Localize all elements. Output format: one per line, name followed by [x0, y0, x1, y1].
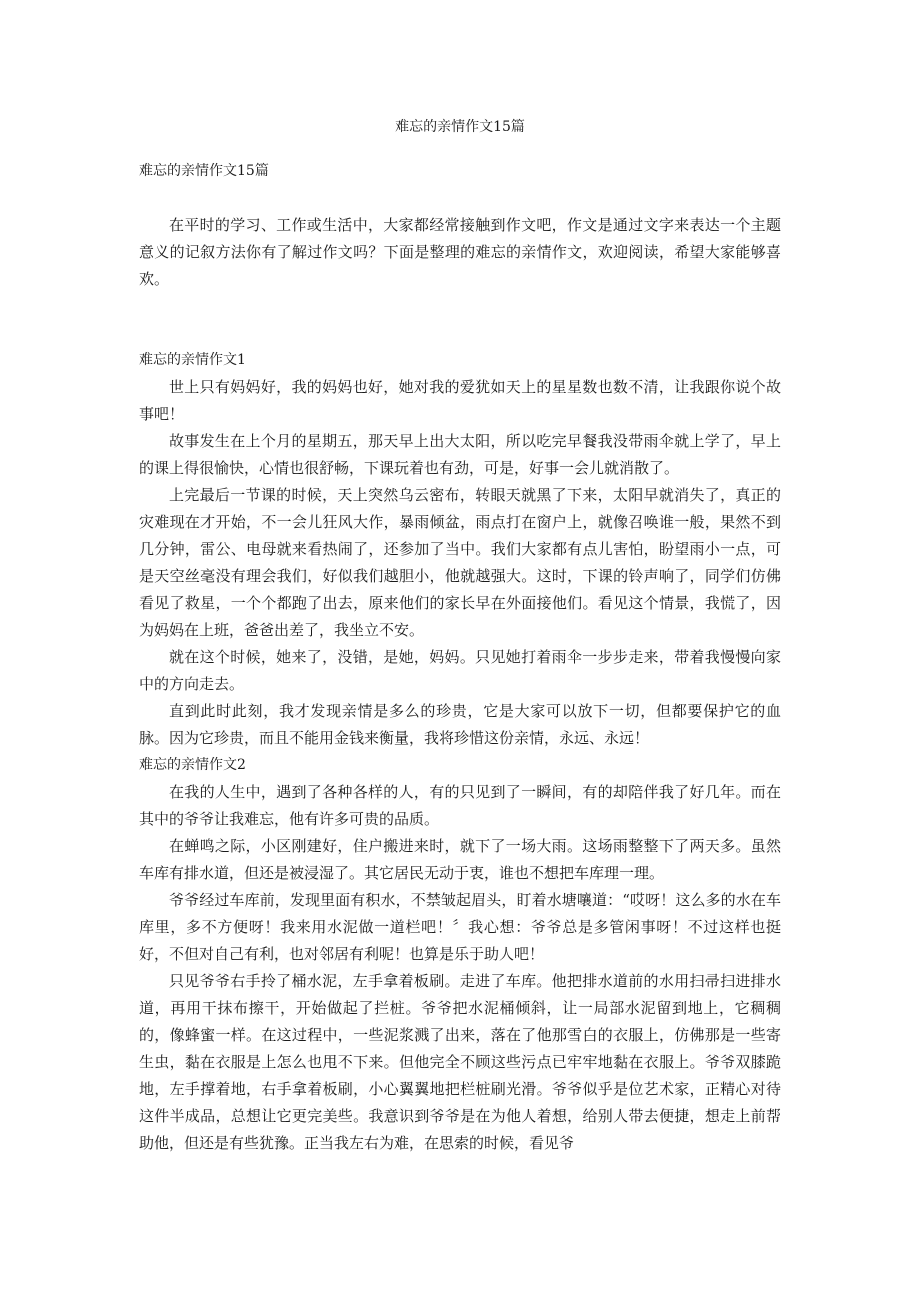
section-1-paragraph: 故事发生在上个月的星期五，那天早上出大太阳，所以吃完早餐我没带雨伞就上学了，早上的课上得很愉快，心情也很舒畅，下课玩着也有劲，可是，好事一会儿就消散了。 [139, 432, 781, 477]
intro-paragraph: 在平时的学习、工作或生活中，大家都经常接触到作文吧，作文是通过文字来表达一个主题意义的记叙方法你有了解过作文吗？下面是整理的难忘的亲情作文，欢迎阅读，希望大家能够喜欢。 [139, 216, 781, 288]
section-2-paragraph: 爷爷经过车库前，发现里面有积水，不禁皱起眉头，盯着水塘嚷道：“哎呀！这么多的水在车库里，多不方便呀！我来用水泥做一道栏吧！〞我心想：爷爷总是多管闲事呀！不过这样也挺好，不但对自己有利，也对邻居有利呢！也算是乐于助人吧！ [139, 891, 781, 963]
section-2-paragraph: 在我的人生中，遇到了各种各样的人，有的只见到了一瞬间，有的却陪伴我了好几年。而在其中的爷爷让我难忘，他有许多可贵的品质。 [139, 783, 781, 828]
section-1-paragraph: 直到此时此刻，我才发现亲情是多么的珍贵，它是大家可以放下一切，但都要保护它的血脉。因为它珍贵，而且不能用金钱来衡量，我将珍惜这份亲情，永远、永远！ [139, 702, 781, 747]
section-heading-1: 难忘的亲情作文1 [139, 352, 246, 368]
section-1-paragraph: 上完最后一节课的时候，天上突然乌云密布，转眼天就黑了下来，太阳早就消失了，真正的灾难现在才开始，不一会儿狂风大作，暴雨倾盆，雨点打在窗户上，就像召唤谁一般，果然不到几分钟，雷公、电母就来看热闹了，还参加了当中。我们大家都有点儿害怕，盼望雨小一点，可是天空丝毫没有理会我们，好似我们越胆小，他就越强大。这时，下课的铃声响了，同学们仿佛看见了救星，一个个都跑了出去，原来他们的家长早在外面接他们。看见这个情景，我慌了，因为妈妈在上班，爸爸出差了，我坐立不安。 [139, 486, 781, 639]
document-body [139, 158, 781, 1157]
document-title: 难忘的亲情作文15篇 [395, 119, 525, 135]
section-1-paragraph: 就在这个时候，她来了，没错，是她，妈妈。只见她打着雨伞一步步走来，带着我慢慢向家中的方向走去。 [139, 648, 781, 693]
section-2-paragraph: 在蝉鸣之际，小区刚建好，住户搬进来时，就下了一场大雨。这场雨整整下了两天多。虽然车库有排水道，但还是被浸湿了。其它居民无动于衷，谁也不想把车库理一理。 [139, 837, 781, 882]
document-subtitle: 难忘的亲情作文15篇 [139, 163, 269, 179]
section-1-paragraph: 世上只有妈妈好，我的妈妈也好，她对我的爱犹如天上的星星数也数不清，让我跟你说个故事吧！ [139, 378, 781, 423]
section-spacer [139, 293, 781, 347]
section-heading-2: 难忘的亲情作文2 [139, 757, 246, 773]
section-2-paragraph: 只见爷爷右手拎了桶水泥，左手拿着板刷。走进了车库。他把排水道前的水用扫帚扫进排水道，再用干抹布擦干，开始做起了拦桩。爷爷把水泥桶倾斜，让一局部水泥留到地上，它稠稠的，像蜂蜜一样。在这过程中，一些泥浆溅了出来，落在了他那雪白的衣服上，仿佛那是一些寄生虫，黏在衣服是上怎么也甩不下来。但他完全不顾这些污点已牢牢地黏在衣服上。爷爷双膝跪地，左手撑着地，右手拿着板刷，小心翼翼地把栏桩刷光滑。爷爷似乎是位艺术家，正精心对待这件半成品，总想让它更完美些。我意识到爷爷是在为他人着想，给别人带去便捷，想走上前帮助他，但还是有些犹豫。正当我左右为难，在思索的时候，看见爷 [139, 972, 781, 1152]
